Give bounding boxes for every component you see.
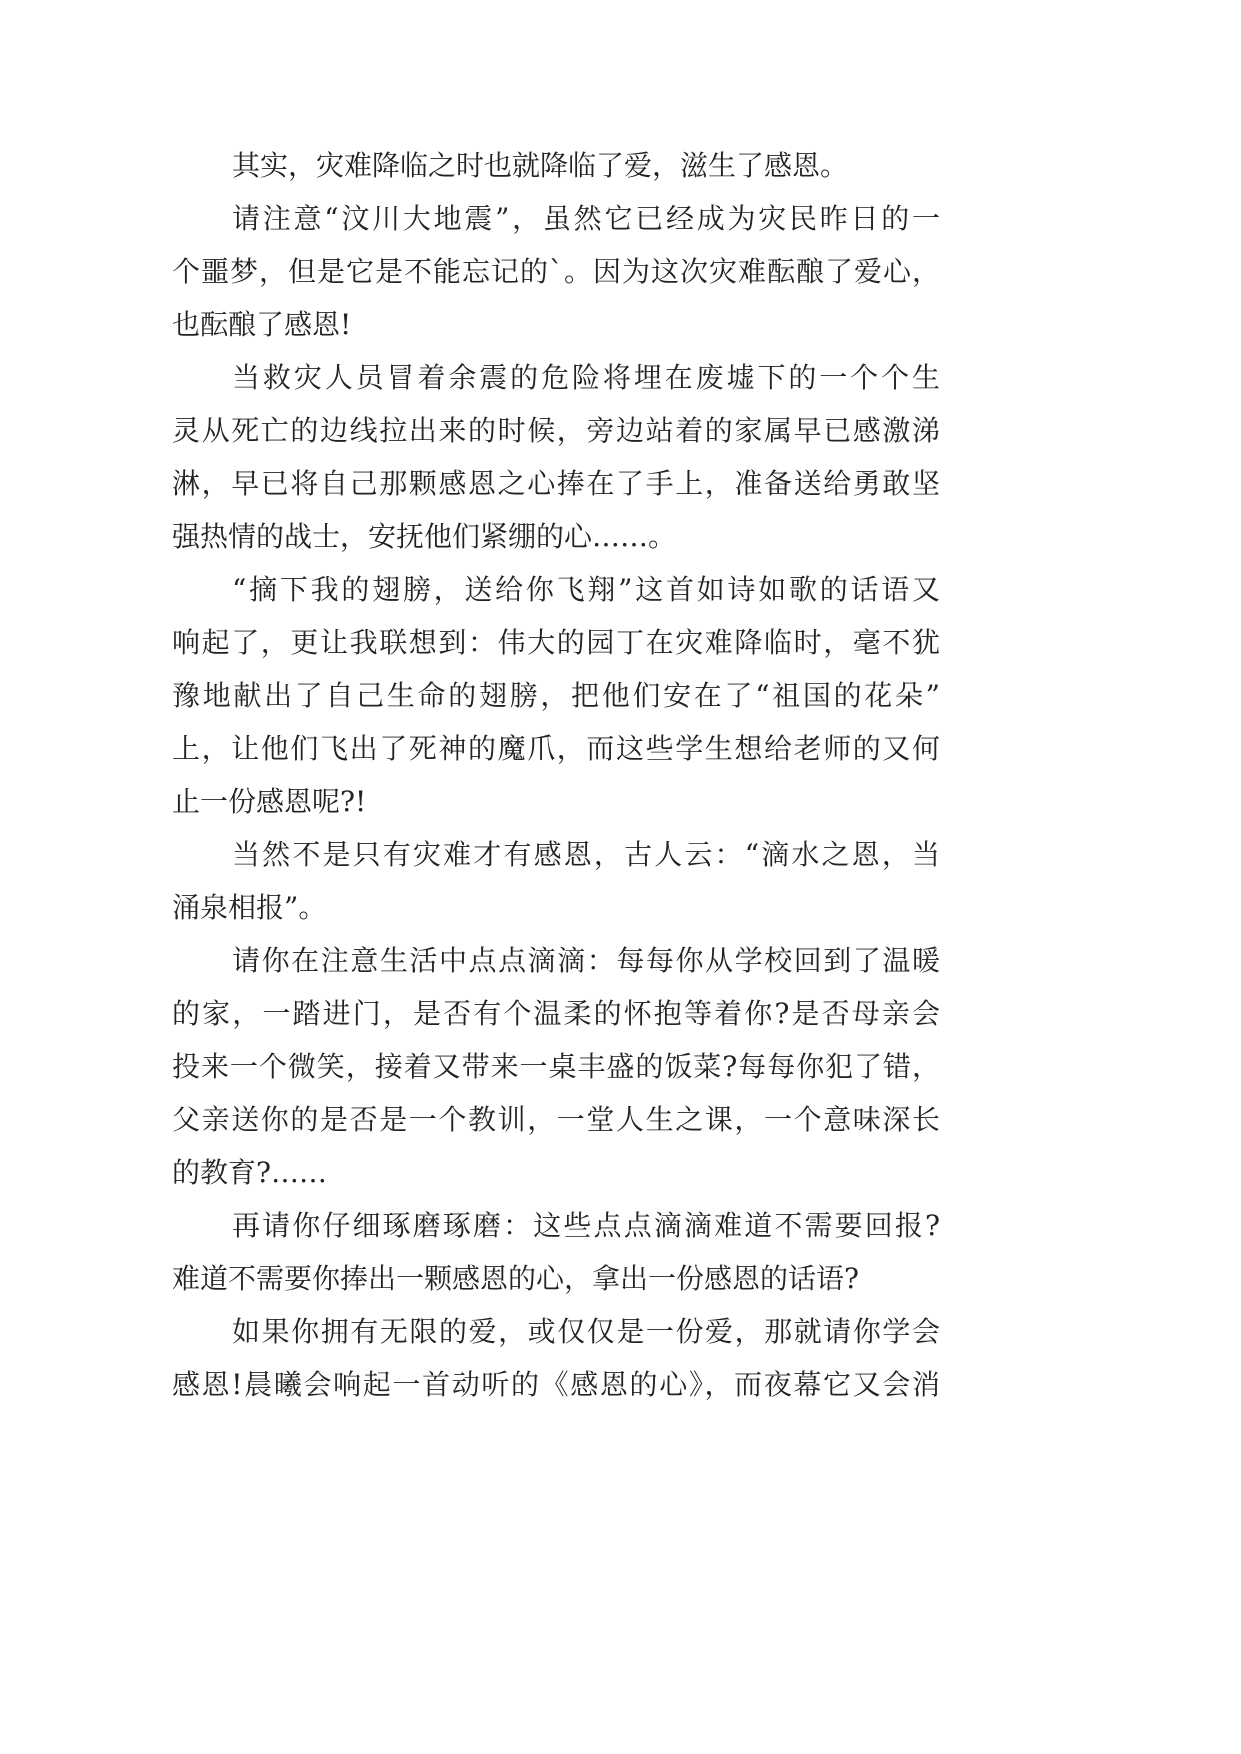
text-line: 其实，灾难降临之时也就降临了爱，滋生了感恩。 (232, 149, 849, 182)
paragraph-5 (172, 828, 940, 934)
text-line: 响起了，更让我联想到：伟大的园丁在灾难降临时，毫不犹 (172, 626, 940, 659)
text-line: 上，让他们飞出了死神的魔爪，而这些学生想给老师的又何 (172, 732, 940, 765)
text-line: 止一份感恩呢?! (172, 785, 367, 818)
text-line: 豫地献出了自己生命的翅膀，把他们安在了“祖国的花朵” (172, 679, 940, 712)
paragraph-4 (172, 563, 940, 828)
paragraph-7 (172, 1199, 940, 1305)
paragraph-3 (172, 351, 940, 563)
text-line: 个噩梦，但是它是不能忘记的`。因为这次灾难酝酿了爱心， (172, 255, 940, 288)
text-line: 的家，一踏进门，是否有个温柔的怀抱等着你?是否母亲会 (172, 997, 940, 1030)
text-line: 投来一个微笑，接着又带来一桌丰盛的饭菜?每每你犯了错， (172, 1050, 940, 1083)
text-line: 淋，早已将自己那颗感恩之心捧在了手上，准备送给勇敢坚 (172, 467, 940, 500)
text-line: 请注意“汶川大地震”，虽然它已经成为灾民昨日的一 (232, 202, 940, 235)
text-line: 强热情的战士，安抚他们紧绷的心……。 (172, 520, 677, 553)
text-line: 当救灾人员冒着余震的危险将埋在废墟下的一个个生 (232, 361, 940, 394)
text-line: 请你在注意生活中点点滴滴：每每你从学校回到了温暖 (232, 944, 940, 977)
text-line: 如果你拥有无限的爱，或仅仅是一份爱，那就请你学会 (232, 1315, 940, 1348)
text-line: “摘下我的翅膀，送给你飞翔”这首如诗如歌的话语又 (232, 573, 940, 606)
text-line: 父亲送你的是否是一个教训，一堂人生之课，一个意味深长 (172, 1103, 940, 1136)
text-line: 也酝酿了感恩! (172, 308, 352, 341)
paragraph-1 (172, 139, 940, 192)
text-line: 的教育?…… (172, 1156, 328, 1189)
text-line: 涌泉相报”。 (172, 891, 327, 924)
document-body (172, 139, 940, 1411)
text-line: 难道不需要你捧出一颗感恩的心，拿出一份感恩的话语? (172, 1262, 860, 1295)
text-line: 感恩!晨曦会响起一首动听的《感恩的心》，而夜幕它又会消 (172, 1368, 940, 1401)
text-line: 当然不是只有灾难才有感恩，古人云：“滴水之恩，当 (232, 838, 940, 871)
paragraph-6 (172, 934, 940, 1199)
paragraph-8 (172, 1305, 940, 1411)
paragraph-2 (172, 192, 940, 351)
text-line: 再请你仔细琢磨琢磨：这些点点滴滴难道不需要回报? (232, 1209, 940, 1242)
text-line: 灵从死亡的边线拉出来的时候，旁边站着的家属早已感激涕 (172, 414, 940, 447)
